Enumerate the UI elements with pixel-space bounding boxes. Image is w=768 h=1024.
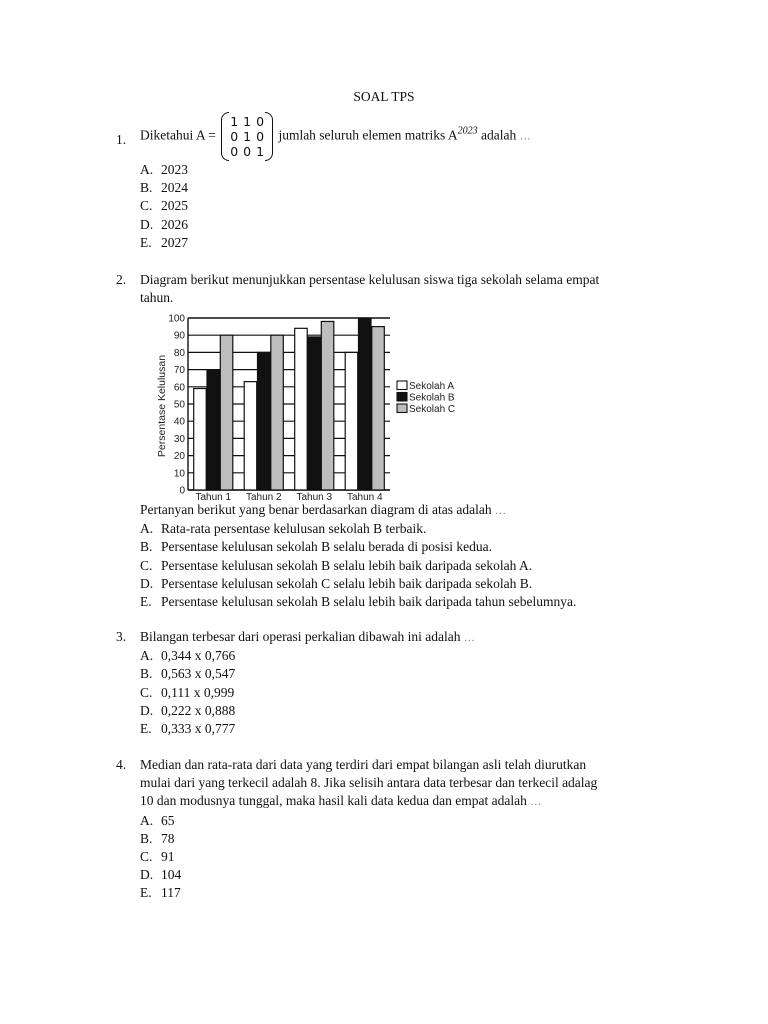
legend-label: Sekolah C [409, 404, 456, 415]
bar-sekolah-b-1 [207, 370, 220, 490]
question-text-end: adalah [481, 127, 517, 143]
legend-swatch [397, 381, 407, 390]
option-e[interactable]: E. 0,333 x 0,777 [140, 721, 236, 737]
bar-chart [150, 309, 476, 504]
matrix-exponent: 2023 [457, 125, 478, 137]
option-b[interactable]: B. 0,563 x 0,547 [140, 666, 236, 682]
ellipsis: … [463, 632, 476, 644]
options-list [140, 812, 676, 903]
bar-sekolah-c-1 [220, 335, 233, 490]
ellipsis: … [494, 505, 507, 517]
options-list [140, 520, 676, 611]
bar-sekolah-b-2 [258, 352, 271, 490]
question-text [140, 756, 676, 812]
question-text [140, 271, 676, 307]
question-text-line: Median dan rata-rata dari data yang terdiri dari empat bilangan asli telah diurutkan [140, 757, 587, 772]
matrix-row: 0 1 0 [230, 129, 265, 144]
ellipsis: … [530, 796, 543, 809]
option-c[interactable]: C. 2025 [140, 198, 188, 214]
x-tick-label: Tahun 2 [245, 492, 282, 503]
question-text-line: 10 dan modusnya tunggal, maka hasil kali data kedua dan empat adalah … [140, 793, 543, 809]
y-tick-label: 30 [173, 433, 185, 445]
option-b[interactable]: B. 78 [140, 830, 175, 846]
left-parenthesis [221, 112, 229, 161]
question-text-line: tahun. [140, 290, 174, 306]
options-list [140, 647, 676, 738]
bar-sekolah-c-2 [271, 335, 284, 490]
question-number: 4. [116, 757, 127, 772]
x-tick-label: Tahun 3 [296, 492, 333, 503]
option-a[interactable]: A. 0,344 x 0,766 [140, 648, 236, 664]
option-c[interactable]: C. 91 [140, 849, 175, 865]
question-4 [116, 756, 676, 903]
bar-sekolah-a-3 [295, 328, 308, 490]
ellipsis: … [519, 130, 532, 143]
y-tick-label: 90 [173, 330, 185, 342]
question-number: 3. [116, 629, 127, 644]
y-tick-label: 70 [173, 365, 185, 377]
question-text-line: Diagram berikut menunjukkan persentase kelulusan siswa tiga sekolah selama empat [140, 272, 600, 287]
bar-sekolah-a-4 [345, 352, 358, 490]
option-a[interactable]: A. Rata-rata persentase kelulusan sekolah B terbaik. [140, 521, 427, 537]
matrix-a [221, 114, 273, 159]
legend-label: Sekolah B [409, 392, 455, 404]
y-tick-label: 100 [168, 313, 185, 325]
bar-sekolah-b-4 [359, 318, 372, 490]
y-tick-label: 60 [173, 382, 185, 394]
question-number: 1. [116, 132, 127, 147]
chart-y-axis-label: Persentase Kelulusan [156, 354, 168, 458]
option-c[interactable]: C. Persentase kelulusan sekolah B selalu lebih baik daripada sekolah A. [140, 557, 533, 573]
option-a[interactable]: A. 65 [140, 812, 175, 828]
bar-sekolah-c-4 [372, 327, 385, 490]
y-tick-label: 20 [173, 451, 185, 463]
question-2-prompt [116, 501, 676, 611]
y-tick-label: 40 [173, 416, 185, 428]
x-tick-label: Tahun 4 [346, 492, 383, 503]
question-text [140, 114, 676, 159]
legend-swatch [397, 404, 407, 413]
option-d[interactable]: D. 104 [140, 867, 182, 883]
right-parenthesis [265, 112, 273, 161]
legend-swatch [397, 393, 407, 402]
bar-sekolah-a-1 [194, 389, 207, 490]
question-text-line: mulai dari yang terkecil adalah 8. Jika selisih antara data terbesar dan terkecil adalag [140, 775, 598, 791]
chart-legend [397, 381, 455, 415]
option-d[interactable]: D. Persentase kelulusan sekolah C selalu lebih baik daripada sekolah B. [140, 575, 533, 591]
option-e[interactable]: E. 2027 [140, 234, 188, 250]
x-tick-label: Tahun 1 [195, 492, 232, 503]
bar-sekolah-b-3 [308, 337, 321, 490]
y-tick-label: 50 [173, 399, 185, 411]
option-c[interactable]: C. 0,111 x 0,999 [140, 684, 235, 700]
chart-y-ticks [168, 314, 185, 497]
options-list [140, 161, 676, 252]
option-b[interactable]: B. Persentase kelulusan sekolah B selalu berada di posisi kedua. [140, 539, 493, 555]
option-d[interactable]: D. 0,222 x 0,888 [140, 702, 236, 718]
page-title: SOAL TPS [353, 89, 415, 104]
option-d[interactable]: D. 2026 [140, 216, 188, 232]
matrix-row: 1 1 0 [230, 114, 265, 129]
question-number: 2. [116, 272, 127, 287]
option-e[interactable]: E. 117 [140, 885, 181, 901]
question-text-before: Diketahui A = [140, 127, 216, 143]
question-text-after: jumlah seluruh elemen matriks A [278, 127, 458, 143]
option-b[interactable]: B. 2024 [140, 180, 188, 196]
y-tick-label: 80 [173, 347, 185, 359]
bar-sekolah-c-3 [321, 321, 334, 490]
question-2 [116, 271, 676, 307]
bar-sekolah-a-2 [244, 382, 257, 490]
question-text: Pertanyan berikut yang benar berdasarkan diagram di atas adalah … [140, 502, 507, 517]
legend-label: Sekolah A [409, 381, 455, 392]
option-a[interactable]: A. 2023 [140, 162, 188, 177]
question-text: Bilangan terbesar dari operasi perkalian dibawah ini adalah … [140, 629, 476, 644]
y-tick-label: 10 [173, 468, 185, 480]
y-tick-label: 0 [179, 485, 185, 497]
question-3 [116, 628, 676, 738]
matrix-row: 0 0 1 [230, 144, 265, 159]
option-e[interactable]: E. Persentase kelulusan sekolah B selalu lebih baik daripada tahun sebelumnya. [140, 594, 577, 610]
question-1 [116, 114, 676, 252]
